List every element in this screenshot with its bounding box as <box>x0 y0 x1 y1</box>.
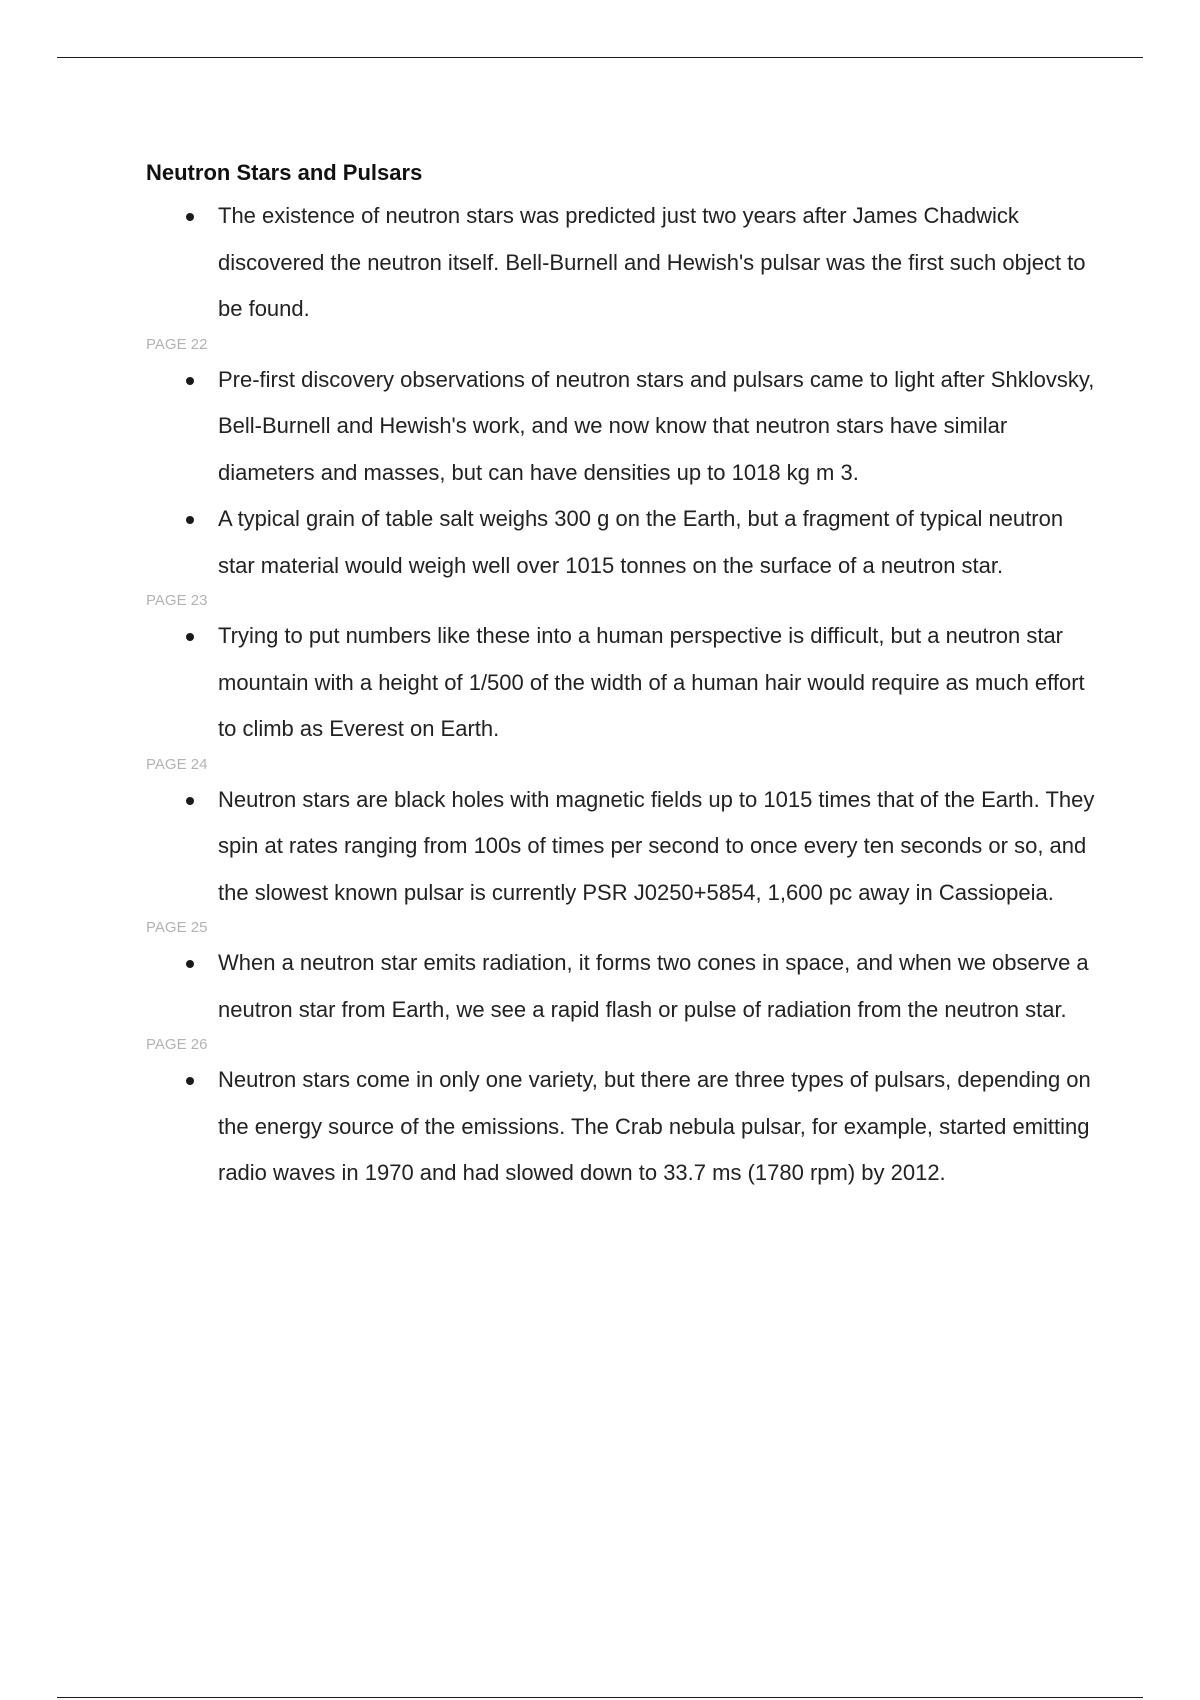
bullet-list <box>146 940 1096 1033</box>
bullet-dot-icon <box>186 377 194 385</box>
bullet-dot-icon <box>186 516 194 524</box>
list-item <box>146 613 1096 753</box>
page-number-label: PAGE 26 <box>146 1036 208 1053</box>
bullet-list <box>146 777 1096 917</box>
document-body <box>146 157 1096 1197</box>
bullet-list <box>146 357 1096 590</box>
page-number-label: PAGE 25 <box>146 919 208 936</box>
list-item <box>146 193 1096 333</box>
page-number-label: PAGE 22 <box>146 335 208 353</box>
list-item <box>146 1057 1096 1197</box>
bullet-list <box>146 193 1096 333</box>
page-title: Neutron Stars and Pulsars <box>146 160 423 185</box>
list-item <box>146 357 1096 497</box>
list-item-text: Pre-first discovery observations of neutron stars and pulsars came to light after Shklovsky, Bell-Burnell and Hewish's work, and we now know that neutron stars have similar diameters and masses, but can have densities up to 1018 kg m 3. <box>218 366 1095 485</box>
bullet-list <box>146 1057 1096 1197</box>
page-number-label: PAGE 24 <box>146 755 208 773</box>
list-item <box>146 940 1096 1033</box>
list-item-text: Neutron stars are black holes with magnetic fields up to 1015 times that of the Earth. They spin at rates ranging from 100s of times per second to once every ten seconds or so, and the slowest known pulsar is currently PSR J0250+5854, 1,600 pc away in Cassiopeia. <box>218 786 1095 905</box>
bullet-dot-icon <box>186 797 194 805</box>
bullet-dot-icon <box>186 633 194 641</box>
list-item-text: When a neutron star emits radiation, it forms two cones in space, and when we observe a neutron star from Earth, we see a rapid flash or pulse of radiation from the neutron star. <box>218 950 1089 1022</box>
bullet-dot-icon <box>186 960 194 968</box>
list-item <box>146 496 1096 589</box>
list-item-text: Neutron stars come in only one variety, but there are three types of pulsars, depending on the energy source of the emissions. The Crab nebula pulsar, for example, started emitting radio waves in 1970 and had slowed down to 33.7 ms (1780 rpm) by 2012. <box>218 1067 1091 1185</box>
bottom-rule <box>57 1697 1143 1698</box>
list-item-text: The existence of neutron stars was predicted just two years after James Chadwick discovered the neutron itself. Bell-Burnell and Hewish's pulsar was the first such object to be found. <box>218 203 1086 321</box>
page-number-label: PAGE 23 <box>146 592 208 609</box>
list-item-text: A typical grain of table salt weighs 300 g on the Earth, but a fragment of typical neutron star material would weigh well over 1015 tonnes on the surface of a neutron star. <box>218 506 1064 578</box>
list-item <box>146 777 1096 917</box>
bullet-dot-icon <box>186 213 194 221</box>
top-rule <box>57 57 1143 58</box>
bullet-dot-icon <box>186 1077 194 1085</box>
list-item-text: Trying to put numbers like these into a human perspective is difficult, but a neutron star mountain with a height of 1/500 of the width of a human hair would require as much effort to climb as Everest on Earth. <box>218 623 1085 741</box>
bullet-list <box>146 613 1096 753</box>
